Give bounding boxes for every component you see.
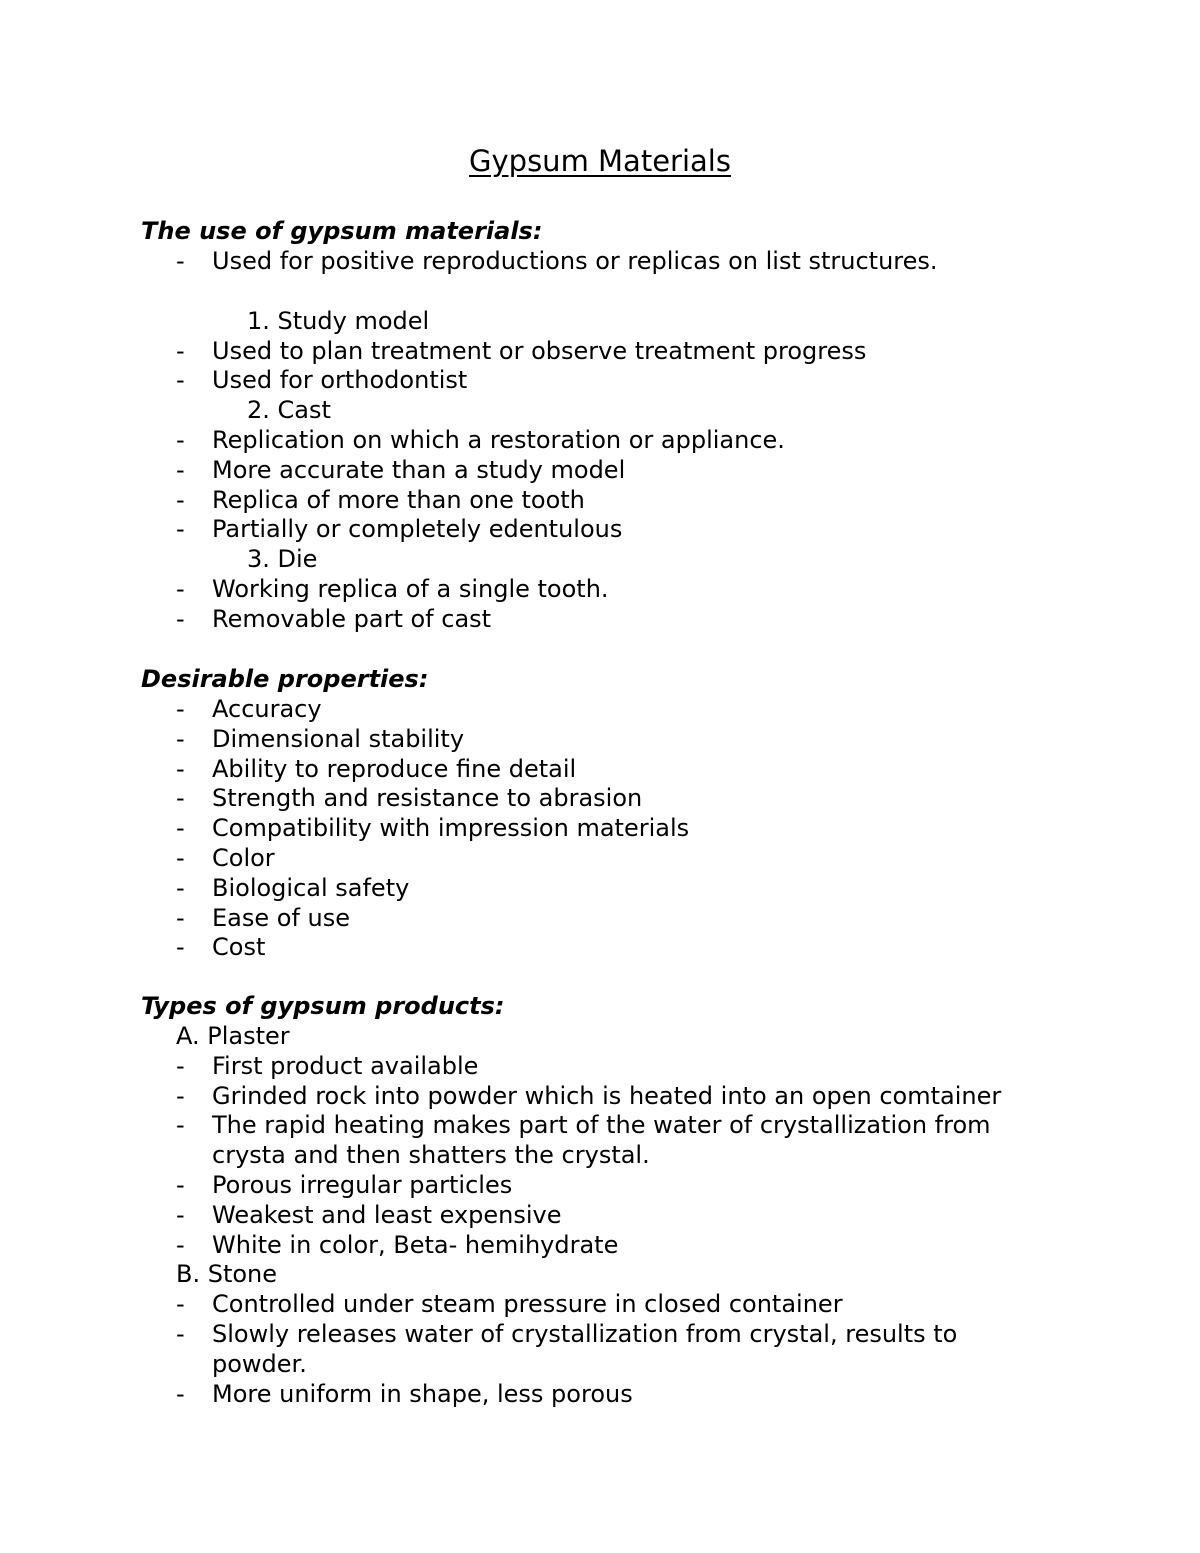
bullet-marker: - [176, 814, 185, 842]
line-text: Color [212, 844, 275, 872]
bullet-marker: - [176, 247, 185, 275]
line-text: Cost [212, 933, 266, 961]
line-text: A. Plaster [176, 1022, 290, 1050]
bullet-marker: - [176, 337, 185, 365]
line-text: More accurate than a study model [212, 456, 626, 484]
line-text: Porous irregular particles [212, 1171, 513, 1199]
bullet-marker: - [176, 1231, 185, 1259]
bullet-marker: - [176, 844, 185, 872]
line-text: Used to plan treatment or observe treatment progress [212, 337, 867, 365]
bullet-marker: - [176, 456, 185, 484]
line-text: 2. Cast [247, 396, 331, 424]
line-text: crysta and then shatters the crystal. [212, 1141, 650, 1169]
bullet-marker: - [176, 725, 185, 753]
section-heading: Types of gypsum products: [141, 992, 505, 1020]
bullet-marker: - [176, 1082, 185, 1110]
line-text: Ease of use [212, 904, 351, 932]
line-text: Controlled under steam pressure in closed container [212, 1290, 843, 1318]
line-text: Used for positive reproductions or replicas on list structures. [212, 247, 938, 275]
bullet-marker: - [176, 426, 185, 454]
bullet-marker: - [176, 1052, 185, 1080]
line-text: Dimensional stability [212, 725, 465, 753]
bullet-marker: - [176, 515, 185, 543]
line-text: Ability to reproduce fine detail [212, 755, 577, 783]
bullet-marker: - [176, 1171, 185, 1199]
bullet-marker: - [176, 1201, 185, 1229]
line-text: Replica of more than one tooth [212, 486, 585, 514]
bullet-marker: - [176, 784, 185, 812]
line-text: Used for orthodontist [212, 366, 468, 394]
section-heading: The use of gypsum materials: [141, 217, 543, 245]
line-text: White in color, Beta- hemihydrate [212, 1231, 619, 1259]
line-text: First product available [212, 1052, 479, 1080]
bullet-marker: - [176, 904, 185, 932]
line-text: Replication on which a restoration or appliance. [212, 426, 785, 454]
line-text: 1. Study model [247, 307, 430, 335]
bullet-marker: - [176, 1320, 185, 1348]
line-text: Working replica of a single tooth. [212, 575, 609, 603]
bullet-marker: - [176, 605, 185, 633]
line-text: Strength and resistance to abrasion [212, 784, 643, 812]
line-text: The rapid heating makes part of the water of crystallization from [212, 1111, 991, 1139]
line-text: More uniform in shape, less porous [212, 1380, 633, 1408]
line-text: Accuracy [212, 695, 322, 723]
bullet-marker: - [176, 695, 185, 723]
line-text: Slowly releases water of crystallization from crystal, results to [212, 1320, 958, 1348]
line-text: Weakest and least expensive [212, 1201, 562, 1229]
bullet-marker: - [176, 486, 185, 514]
bullet-marker: - [176, 1380, 185, 1408]
document-title: Gypsum Materials [469, 144, 731, 178]
bullet-marker: - [176, 755, 185, 783]
bullet-marker: - [176, 933, 185, 961]
line-text: Biological safety [212, 874, 410, 902]
line-text: Grinded rock into powder which is heated into an open comtainer [212, 1082, 1002, 1110]
bullet-marker: - [176, 1111, 185, 1139]
line-text: Partially or completely edentulous [212, 515, 623, 543]
bullet-marker: - [176, 1290, 185, 1318]
line-text: Removable part of cast [212, 605, 492, 633]
bullet-marker: - [176, 874, 185, 902]
line-text: 3. Die [247, 545, 318, 573]
bullet-marker: - [176, 575, 185, 603]
section-heading: Desirable properties: [141, 665, 429, 693]
line-text: powder. [212, 1350, 307, 1378]
line-text: Compatibility with impression materials [212, 814, 690, 842]
bullet-marker: - [176, 366, 185, 394]
line-text: B. Stone [176, 1260, 278, 1288]
